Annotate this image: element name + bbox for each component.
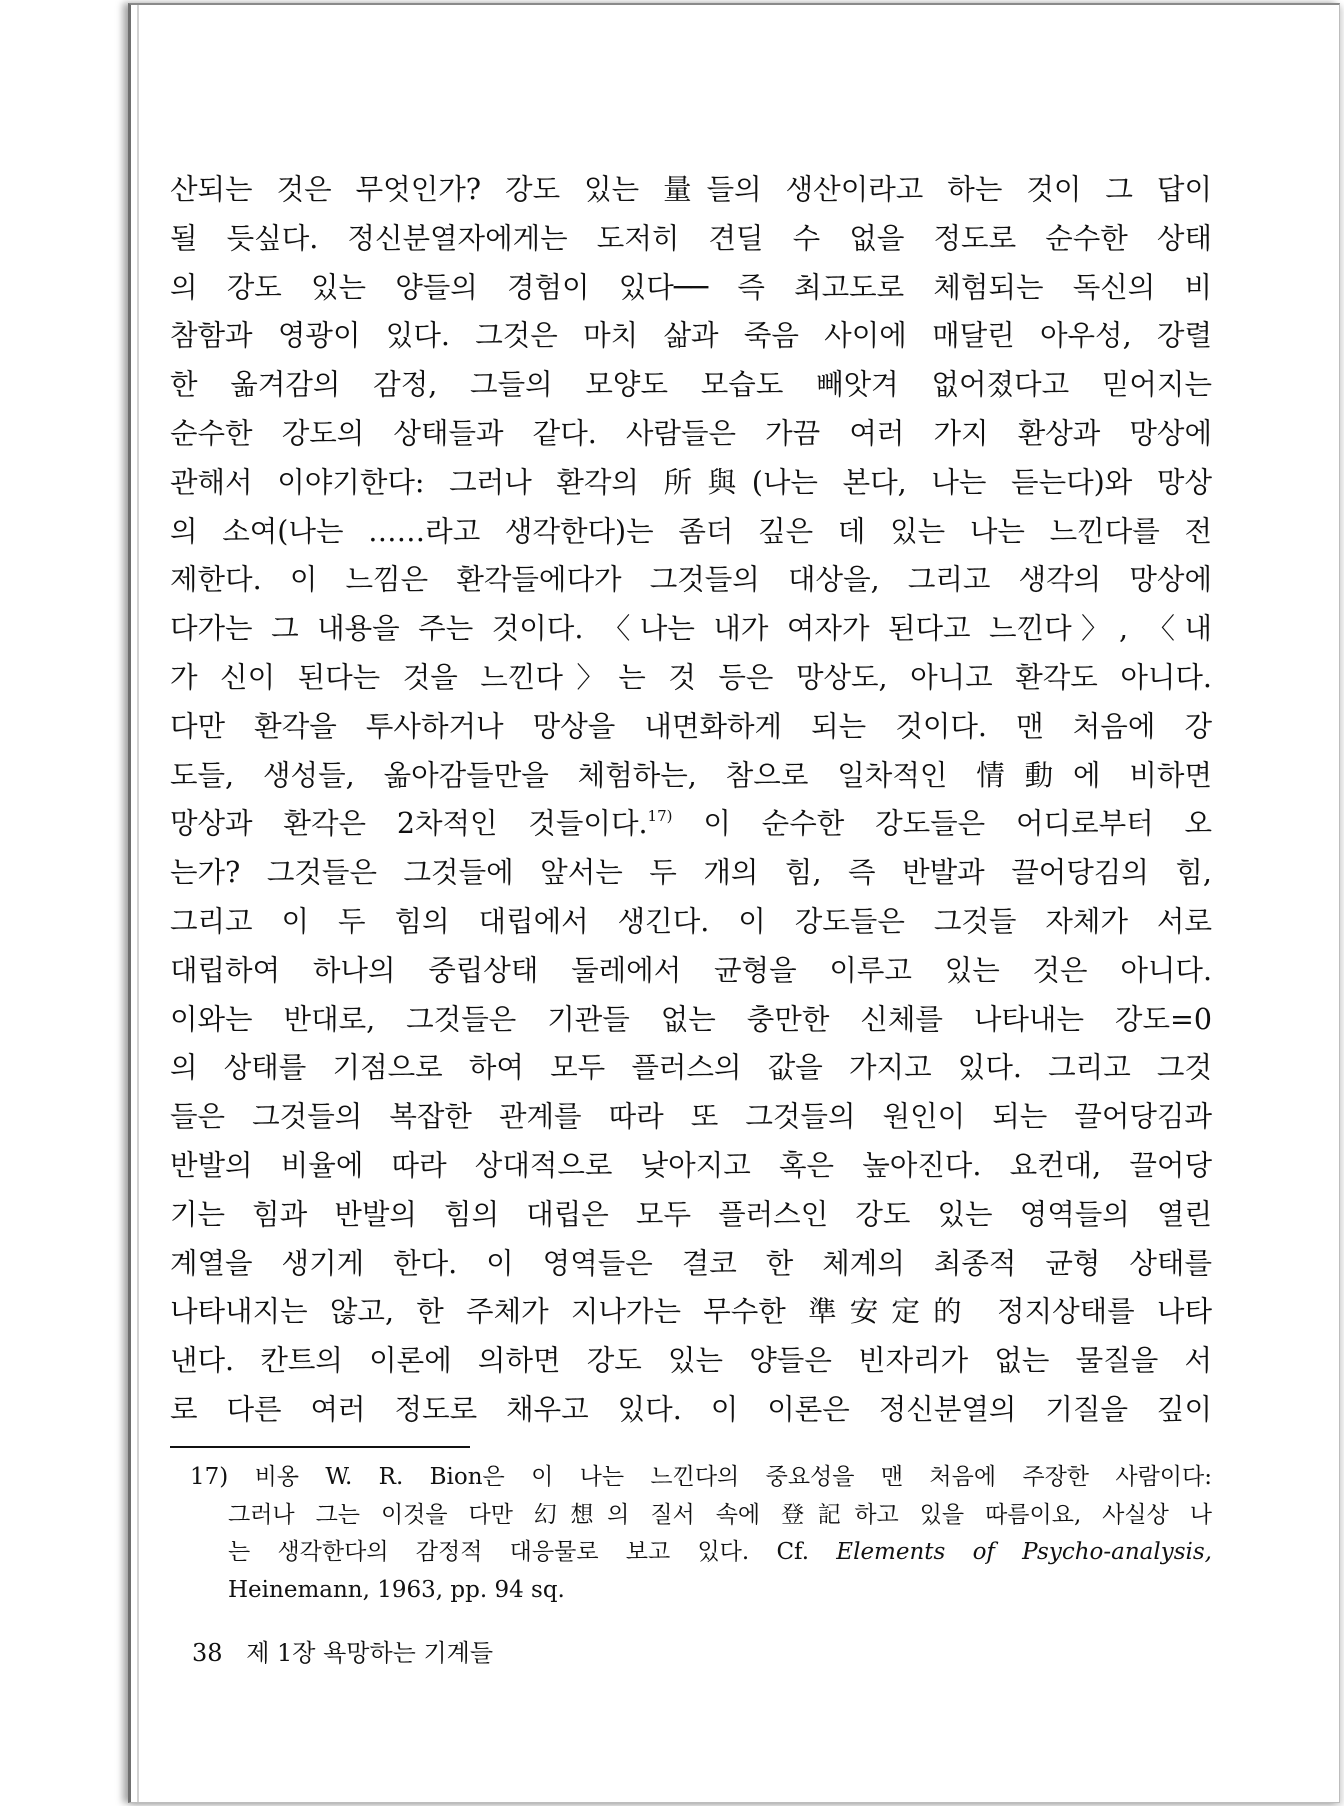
- text-line: 계열을 생기게 한다. 이 영역들은 결코 한 체계의 최종적 균형 상태를: [170, 1246, 1212, 1280]
- text-line: 다만 환각을 투사하거나 망상을 내면화하게 되는 것이다. 맨 처음에 강: [170, 709, 1212, 743]
- text-line: 낸다. 칸트의 이론에 의하면 강도 있는 양들은 빈자리가 없는 물질을 서: [170, 1344, 1212, 1378]
- text-line: 이와는 반대로, 그것들은 기관들 없는 충만한 신체를 나타내는 강도=0: [170, 1002, 1212, 1036]
- text-line: 다가는 그 내용을 주는 것이다. 〈나는 내가 여자가 된다고 느낀다〉, 〈내: [170, 612, 1212, 646]
- footnote-divider: [170, 1446, 470, 1448]
- text-line: 기는 힘과 반발의 힘의 대립은 모두 플러스인 강도 있는 영역들의 열린: [170, 1197, 1212, 1231]
- page-footer: [192, 1638, 493, 1668]
- text-line: 로 다른 여러 정도로 채우고 있다. 이 이론은 정신분열의 기질을 깊이: [170, 1392, 1212, 1426]
- footnote-text: 는 생각한다의 감정적 대응물로 보고 있다. Cf.: [228, 1539, 837, 1565]
- text-line: 될 듯싶다. 정신분열자에게는 도저히 견딜 수 없을 정도로 순수한 상태: [170, 221, 1212, 255]
- text-line-with-footnote-ref: [170, 800, 1212, 849]
- text-line: 순수한 강도의 상태들과 같다. 사람들은 가끔 여러 가지 환상과 망상에: [170, 416, 1212, 450]
- footnote-text: 비옹 W. R. Bion은 이 나는 느낀다의 중요성을 맨 처음에 주장한 사람이다:: [228, 1464, 1212, 1490]
- text-line: 제한다. 이 느낌은 환각들에다가 그것들의 대상을, 그리고 생각의 망상에: [170, 563, 1212, 597]
- footnote-line: [190, 1459, 1212, 1497]
- text-line: 도들, 생성들, 옮아감들만을 체험하는, 참으로 일차적인 情動에 비하면: [170, 758, 1212, 792]
- footnote-line: 그러나 그는 이것을 다만 幻想의 질서 속에 登記하고 있을 따름이요, 사실상 나: [228, 1501, 1212, 1528]
- text-line: 가 신이 된다는 것을 느낀다〉는 것 등은 망상도, 아니고 환각도 아니다.: [170, 660, 1212, 694]
- footnote-number: 17): [190, 1464, 229, 1490]
- footnote-line: Heinemann, 1963, pp. 94 sq.: [228, 1576, 565, 1603]
- text-line: 한 옮겨감의 감정, 그들의 모양도 모습도 빼앗겨 없어졌다고 믿어지는: [170, 368, 1212, 402]
- text-segment: 망상과 환각은 2차적인 것들이다.: [170, 807, 648, 841]
- footnote-reference: 17): [647, 807, 673, 826]
- text-line: 참함과 영광이 있다. 그것은 마치 삶과 죽음 사이에 매달린 아우성, 강렬: [170, 319, 1212, 353]
- chapter-title: 제 1장 욕망하는 기계들: [246, 1639, 493, 1667]
- page-number: 38: [192, 1639, 223, 1667]
- body-text: [170, 166, 1212, 1435]
- text-line: 의 소여(나는 ……라고 생각한다)는 좀더 깊은 데 있는 나는 느낀다를 전: [170, 514, 1212, 548]
- text-line: 의 강도 있는 양들의 경험이 있다── 즉 최고도로 체험되는 독신의 비: [170, 270, 1212, 304]
- text-line: 산되는 것은 무엇인가? 강도 있는 量들의 생산이라고 하는 것이 그 답이: [170, 173, 1212, 206]
- text-line: 관해서 이야기한다: 그러나 환각의 所與(나는 본다, 나는 듣는다)와 망상: [170, 465, 1212, 499]
- text-segment: 이 순수한 강도들은 어디로부터 오: [672, 807, 1213, 841]
- text-line: 반발의 비율에 따라 상대적으로 낮아지고 혹은 높아진다. 요컨대, 끌어당: [170, 1148, 1212, 1182]
- text-line: 들은 그것들의 복잡한 관계를 따라 또 그것들의 원인이 되는 끌어당김과: [170, 1100, 1212, 1134]
- text-line: 그리고 이 두 힘의 대립에서 생긴다. 이 강도들은 그것들 자체가 서로: [170, 904, 1212, 938]
- footnote: [190, 1459, 1212, 1609]
- text-line: 나타내지는 않고, 한 주체가 지나가는 무수한 準安定的 정지상태를 나타: [170, 1295, 1212, 1329]
- text-line: 대립하여 하나의 중립상태 둘레에서 균형을 이루고 있는 것은 아니다.: [170, 953, 1212, 987]
- text-line: 는가? 그것들은 그것들에 앞서는 두 개의 힘, 즉 반발과 끌어당김의 힘,: [170, 856, 1212, 890]
- cited-title: Elements of Psycho-analysis,: [836, 1539, 1212, 1565]
- text-line: 의 상태를 기점으로 하여 모두 플러스의 값을 가지고 있다. 그리고 그것: [170, 1051, 1212, 1085]
- footnote-line: [190, 1534, 1212, 1572]
